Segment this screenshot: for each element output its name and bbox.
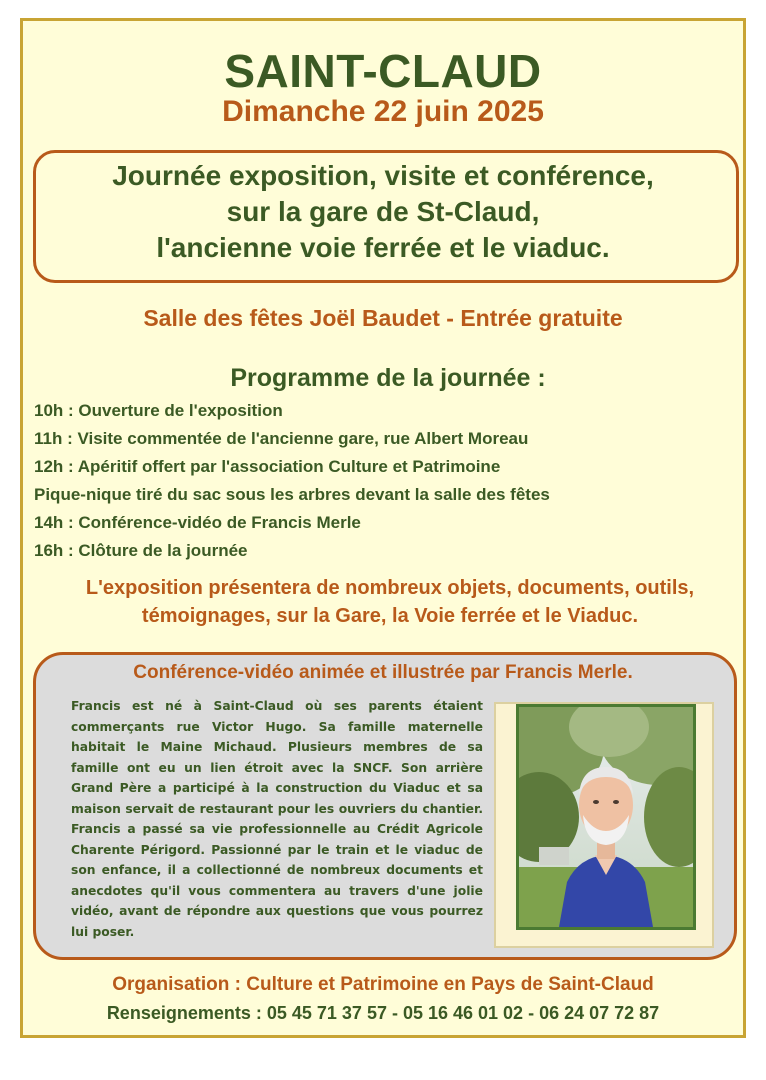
programme-item: 11h : Visite commentée de l'ancienne gare, rue Albert Moreau (34, 429, 529, 448)
page-title: SAINT-CLAUD (224, 45, 542, 97)
contact-phone-line: Renseignements : 05 45 71 37 57 - 05 16 46 01 02 - 06 24 07 72 87 (106, 1003, 660, 1023)
event-date: Dimanche 22 juin 2025 (222, 95, 544, 128)
event-line-1: Journée exposition, visite et conférence, (112, 160, 654, 191)
programme-item: 10h : Ouverture de l'exposition (34, 401, 283, 420)
programme-item: 16h : Clôture de la journée (34, 541, 248, 560)
event-line-2: sur la gare de St-Claud, (226, 196, 540, 227)
speaker-biography: Francis est né à Saint-Claud où ses parents étaient commerçants rue Victor Hugo. Sa famille maternelle habitait le Maine Michaud. Plusieurs membres de sa famille ont eu un lien étroit avec la SNCF. Son arrière Grand Père a participé à la construction du Viaduc et sa maison servait de restaurant pour les ouvriers du chantier. Francis a passé sa vie professionnelle au Crédit Agricole Charente Périgord. Passionné par le train et le viaduc de son enfance, il a collectionné de nombreux documents et anecdotes qu'il vous commentera au travers d'une jolie vidéo, avant de répondre aux questions que vous pourrez lui poser. (71, 699, 483, 939)
programme-item: 12h : Apéritif offert par l'association Culture et Patrimoine (34, 457, 501, 476)
speaker-photo-frame (494, 702, 714, 948)
organisation-line: Organisation : Culture et Patrimoine en Pays de Saint-Claud (112, 974, 654, 995)
conference-title: Conférence-vidéo animée et illustrée par Francis Merle. (133, 662, 633, 683)
programme-title: Programme de la journée : (230, 364, 546, 392)
exposition-line-2: témoignages, sur la Gare, la Voie ferrée et le Viaduc. (141, 605, 639, 627)
programme-item: Pique-nique tiré du sac sous les arbres devant la salle des fêtes (34, 485, 550, 504)
event-line-3: l'ancienne voie ferrée et le viaduc. (156, 232, 610, 263)
speaker-photo (516, 704, 696, 930)
exposition-line-1: L'exposition présentera de nombreux objets, documents, outils, (85, 577, 695, 599)
programme-item: 14h : Conférence-vidéo de Francis Merle (34, 513, 361, 532)
venue-info: Salle des fêtes Joël Baudet - Entrée gratuite (143, 305, 623, 331)
speaker-portrait-image (519, 707, 693, 927)
